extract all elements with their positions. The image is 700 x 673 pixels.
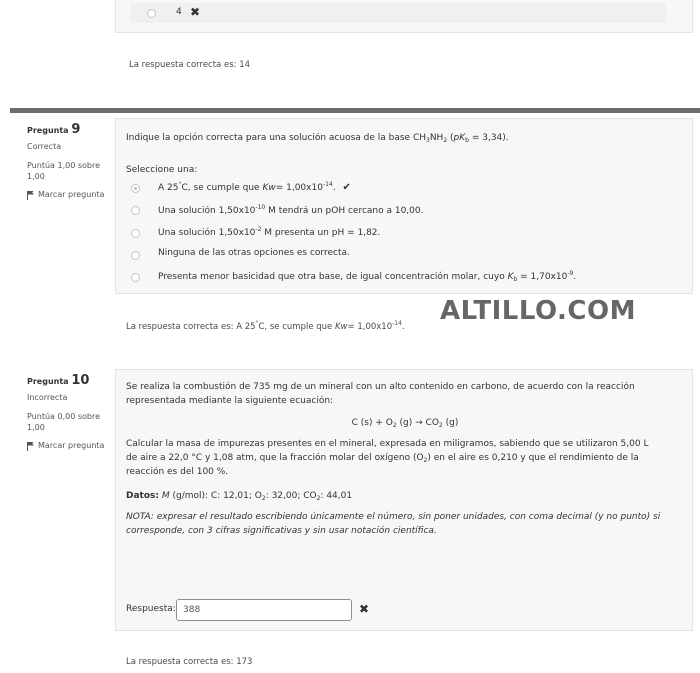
- q10-score-line1: Puntúa 0,00 sobre: [27, 412, 101, 421]
- q10-intro-line2: representada mediante la siguiente ecuación:: [126, 396, 334, 406]
- check-icon: ✔: [342, 182, 351, 193]
- q9-flag-question[interactable]: Marcar pregunta: [27, 190, 112, 199]
- q9-question-text: Indique la opción correcta para una solución acuosa de la base $CH_3NH_2$ $(pK_b = 3,34)$.: [126, 133, 509, 144]
- q10-calc-line1: Calcular la masa de impurezas presentes en el mineral, expresada en miligramos, sabiendo que se utilizaron 5,00 L: [126, 439, 649, 449]
- q9-option-2-radio[interactable]: [131, 206, 140, 215]
- q9-option-3[interactable]: Una solución $1,50x10^{-2}$ M presenta un pH = 1,82.: [158, 226, 381, 238]
- previous-correct-answer: La respuesta correcta es: 14: [129, 60, 251, 70]
- q9-status: Correcta: [27, 142, 62, 151]
- q9-correct-answer: La respuesta correcta es: A 25°C, se cumple que $Kw= 1,00x10^{-14}$.: [126, 320, 405, 332]
- previous-question-box: [115, 0, 693, 33]
- q10-answer-label: Respuesta:: [126, 604, 176, 614]
- q10-status: Incorrecta: [27, 393, 68, 402]
- q10-correct-answer: La respuesta correcta es: 173: [126, 657, 253, 667]
- q9-option-2[interactable]: Una solución $1,50x10^{-10}$ M tendrá un pOH cercano a 10,00.: [158, 204, 424, 216]
- q9-option-5-radio[interactable]: [131, 273, 140, 282]
- q9-option-4-radio[interactable]: [131, 251, 140, 260]
- q9-content-box: [115, 118, 693, 294]
- q10-equation: C $(s) + O_2$ $(g) \to CO_2$ (g): [351, 418, 459, 429]
- option-radio[interactable]: [147, 9, 156, 18]
- q9-option-1-radio[interactable]: [131, 184, 140, 193]
- q9-option-3-radio[interactable]: [131, 229, 140, 238]
- q9-number: Pregunta 9: [27, 122, 81, 137]
- previous-option-row[interactable]: [130, 3, 666, 23]
- q10-calc-line3: reacción es del 100 %.: [126, 467, 229, 477]
- q9-option-5[interactable]: Presenta menor basicidad que otra base, de igual concentración molar, cuyo $K_b = 1,70x10^{-9}$.: [158, 270, 577, 283]
- q10-score-line2: 1,00: [27, 423, 45, 432]
- incorrect-x-icon: ✖: [190, 5, 201, 19]
- section-divider: [10, 108, 700, 113]
- q9-score-line2: 1,00: [27, 172, 45, 181]
- q10-datos: Datos: M (g/mol): C: 12,01; $O_2$: 32,00; $CO_2$: 44,01: [126, 491, 353, 502]
- q10-flag-question[interactable]: Marcar pregunta: [27, 441, 112, 450]
- q9-info: [27, 122, 112, 199]
- q10-content-box: [115, 369, 693, 631]
- watermark-logo: ALTILLO.COM: [440, 296, 636, 326]
- flag-icon: [27, 442, 35, 450]
- q10-number: Pregunta 10: [27, 373, 90, 388]
- flag-icon: [27, 191, 35, 199]
- q9-select-label: Seleccione una:: [126, 165, 198, 175]
- q10-calc-line2: de aire a 22,0 °C y 1,08 atm, que la fracción molar del oxígeno $(O_2)$ en el aire es 0,210 y que el rendimiento de la: [126, 453, 639, 464]
- q10-nota-line2: corresponde, con 3 cifras significativas y sin usar notación científica.: [126, 526, 437, 536]
- option-value: 4: [176, 7, 182, 17]
- q10-answer-input[interactable]: [176, 599, 352, 621]
- q9-option-4[interactable]: Ninguna de las otras opciones es correcta.: [158, 248, 350, 258]
- q9-score-line1: Puntúa 1,00 sobre: [27, 161, 101, 170]
- q10-info: [27, 373, 112, 450]
- q10-intro-line1: Se realiza la combustión de 735 mg de un mineral con un alto contenido en carbono, de acuerdo con la reacción: [126, 382, 635, 392]
- q9-option-1[interactable]: A 25°C, se cumple que $Kw= 1,00x10^{-14}$. ✔: [158, 181, 351, 193]
- q10-nota-line1: NOTA: expresar el resultado escribiendo únicamente el número, sin poner unidades, con coma decimal (y no punto) si: [126, 512, 661, 522]
- incorrect-x-icon: ✖: [359, 602, 370, 616]
